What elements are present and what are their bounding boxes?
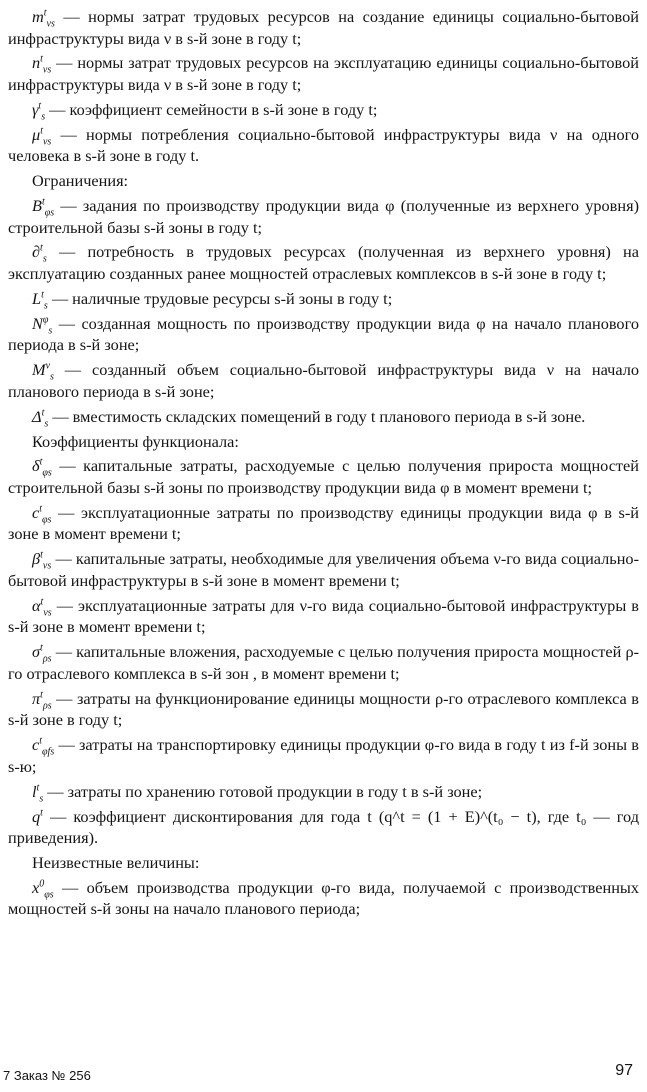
symbol-base: L <box>32 288 42 308</box>
symbol-base: β <box>32 549 41 569</box>
definition-paragraph <box>8 406 639 428</box>
paragraph-text: — капитальные затраты, необходимые для увеличения объема ν-го вида социально-бытовой инфраструктуры в s-й зоне в момент времени t; <box>8 549 639 590</box>
math-symbol <box>32 360 54 383</box>
symbol-superscript: t <box>40 807 43 819</box>
math-symbol <box>32 549 52 572</box>
symbol-superscript: t <box>43 7 47 19</box>
paragraph-text: — созданная мощность по производству продукции вида φ на начало планового периода в s-й зоне; <box>8 313 639 355</box>
paragraph-text: — затраты на функционирование единицы мощности ρ-го отраслевого комплекса в s-й зоне в году t; <box>8 688 639 730</box>
symbol-superscript: t <box>40 689 43 701</box>
symbol-superscript: ν <box>45 360 51 372</box>
math-symbol <box>32 502 52 525</box>
paragraph-text: — объем производства продукции φ-го вида, получаемой с производственных мощностей s-й зоны на начало планового периода; <box>8 877 639 919</box>
math-symbol <box>32 53 52 76</box>
math-symbol <box>32 781 44 804</box>
definition-paragraph <box>8 99 639 121</box>
definition-paragraph <box>8 502 639 545</box>
paragraph-text: Коэффициенты функционала: <box>32 431 239 451</box>
symbol-subscript: s <box>41 111 46 123</box>
definition-paragraph <box>8 781 639 803</box>
symbol-superscript: t <box>40 243 43 254</box>
math-symbol <box>32 807 43 826</box>
symbol-base: δ <box>32 456 40 476</box>
math-symbol <box>32 688 52 711</box>
math-symbol <box>32 124 52 148</box>
symbol-superscript: t <box>40 549 43 561</box>
symbol-subscript: φfs <box>42 746 55 758</box>
symbol-superscript: t <box>36 782 40 794</box>
symbol-subscript: νs <box>42 136 52 148</box>
symbol-base: c <box>32 502 40 522</box>
symbol-subscript: s <box>50 371 54 383</box>
symbol-subscript: φs <box>42 513 52 525</box>
math-symbol <box>32 877 54 900</box>
symbol-superscript: t <box>40 125 43 137</box>
symbol-superscript: 0 <box>39 878 45 890</box>
definition-paragraph <box>8 595 639 638</box>
paragraph-text: Неизвестные величины: <box>32 853 200 873</box>
paragraph-text: — капитальные затраты, расходуемые с целью получения прироста мощностей строительной базы s-й зоны по производству продукции вида φ в момент времени t; <box>8 456 639 497</box>
math-symbol <box>32 456 52 479</box>
symbol-base: n <box>32 53 41 73</box>
symbol-subscript: φs <box>44 888 54 900</box>
paragraph-text: — эксплуатационные затраты для ν-го вида социально-бытовой инфраструктуры в s-й зоне в момент времени t; <box>8 595 639 637</box>
symbol-base: M <box>32 360 46 380</box>
paragraph-text: — наличные трудовые ресурсы s-й зоны в году t; <box>47 288 393 308</box>
symbol-superscript: t <box>40 642 43 654</box>
symbol-superscript: t <box>40 54 43 66</box>
definition-paragraph <box>8 548 639 591</box>
symbol-base: N <box>32 313 43 333</box>
math-symbol <box>32 7 55 30</box>
page-number: 97 <box>615 1062 633 1079</box>
symbol-superscript: φ <box>42 314 49 326</box>
symbol-base: m <box>32 7 44 26</box>
math-symbol <box>32 242 47 265</box>
paragraph-text: — созданный объем социально-бытовой инфраструктуры вида ν на начало планового периода в s-й зоне; <box>8 360 639 401</box>
paragraph-text: — задания по производству продукции вида φ (полученные из верхнего уровня) строительной базы s-й зоны в году t; <box>8 195 639 237</box>
symbol-base: π <box>32 688 41 708</box>
paragraph-text: — нормы затрат трудовых ресурсов на создание единицы социально-бытовой инфраструктуры вида ν в s-й зоне в году t; <box>8 7 639 48</box>
symbol-subscript: s <box>42 253 47 265</box>
symbol-base: γ <box>32 99 39 119</box>
symbol-superscript: t <box>40 596 44 608</box>
math-symbol <box>32 195 55 219</box>
definition-paragraph <box>8 806 639 849</box>
symbol-base: μ <box>32 124 41 144</box>
section-heading <box>8 170 639 192</box>
paragraph-text: — эксплуатационные затраты по производству единицы продукции вида φ в s-й зоне в момент времени t; <box>8 502 639 544</box>
symbol-base: σ <box>32 642 41 662</box>
symbol-superscript: t <box>39 735 43 747</box>
symbol-base: B <box>32 195 42 215</box>
section-heading <box>8 852 639 874</box>
symbol-subscript: s <box>48 325 53 337</box>
math-symbol <box>32 642 52 665</box>
symbol-superscript: t <box>41 196 45 208</box>
definition-paragraph <box>8 195 639 238</box>
symbol-superscript: t <box>39 503 43 515</box>
symbol-subscript: νs <box>42 64 52 76</box>
symbol-base: Δ <box>32 406 42 426</box>
math-symbol <box>32 288 48 312</box>
definition-paragraph <box>8 52 639 95</box>
body-text <box>8 6 639 920</box>
paragraph-text: — коэффициент дисконтирования для года t (q^t = (1 + E)^(t₀ − t), где t₀ — год приведения). <box>8 806 639 848</box>
definition-paragraph <box>8 455 639 498</box>
paragraph-text: — коэффициент семейности в s-й зоне в году t; <box>45 99 378 119</box>
definition-paragraph <box>8 688 639 731</box>
paragraph-text: — затраты на транспортировку единицы продукции φ-го вида в году t из f-й зоны в s-ю; <box>8 735 639 776</box>
symbol-base: x <box>32 877 40 897</box>
paragraph-text: — нормы затрат трудовых ресурсов на эксплуатацию единицы социально-бытовой инфраструктуры вида ν в s-й зоне в году t; <box>8 53 639 95</box>
definition-paragraph <box>8 241 639 284</box>
definition-paragraph <box>8 6 639 49</box>
definition-paragraph <box>8 359 639 402</box>
paragraph-text: Ограничения: <box>32 171 129 191</box>
definition-paragraph <box>8 734 639 777</box>
symbol-subscript: νs <box>43 606 52 618</box>
math-symbol <box>32 313 53 337</box>
math-symbol <box>32 735 55 758</box>
symbol-base: α <box>32 595 41 615</box>
definition-paragraph <box>8 641 639 684</box>
symbol-subscript: φs <box>42 467 52 479</box>
definition-paragraph <box>8 288 639 310</box>
paragraph-text: — нормы потребления социально-бытовой инфраструктуры вида ν на одного человека в s-й зоне в году t. <box>8 124 639 166</box>
symbol-subscript: s <box>43 300 48 312</box>
symbol-base: c <box>32 735 40 755</box>
symbol-base: l <box>32 781 37 801</box>
paragraph-text: — затраты по хранению готовой продукции в году t в s-й зоне; <box>43 781 483 801</box>
symbol-subscript: ρs <box>42 653 52 665</box>
symbol-superscript: t <box>38 100 42 112</box>
printer-signature: 7 Заказ № 256 <box>3 1068 91 1083</box>
symbol-superscript: t <box>39 456 43 468</box>
paragraph-text: — потребность в трудовых ресурсах (полученная из верхнего уровня) на эксплуатацию созданных ранее мощностей отраслевых комплексов в s-й зоне в году t; <box>8 242 639 284</box>
symbol-subscript: νs <box>42 560 52 572</box>
symbol-base: q <box>32 806 41 826</box>
math-symbol <box>32 99 46 123</box>
symbol-superscript: t <box>41 407 45 419</box>
symbol-subscript: φs <box>44 207 55 219</box>
symbol-subscript: s <box>39 792 44 804</box>
symbol-subscript: s <box>44 418 49 430</box>
symbol-subscript: ρs <box>42 699 52 711</box>
definition-paragraph <box>8 313 639 356</box>
paragraph-text: — вместимость складских помещений в году t планового периода в s-й зоне. <box>48 406 586 426</box>
symbol-subscript: νs <box>46 18 55 30</box>
math-symbol <box>32 406 49 430</box>
symbol-base: ∂ <box>32 242 41 262</box>
definition-paragraph <box>8 124 639 167</box>
symbol-superscript: t <box>41 289 44 301</box>
section-heading <box>8 431 639 453</box>
math-symbol <box>32 595 52 618</box>
paragraph-text: — капитальные вложения, расходуемые с целью получения прироста мощностей ρ-го отраслевого комплекса в s-й зон , в момент времени t; <box>8 642 639 683</box>
definition-paragraph <box>8 877 639 920</box>
